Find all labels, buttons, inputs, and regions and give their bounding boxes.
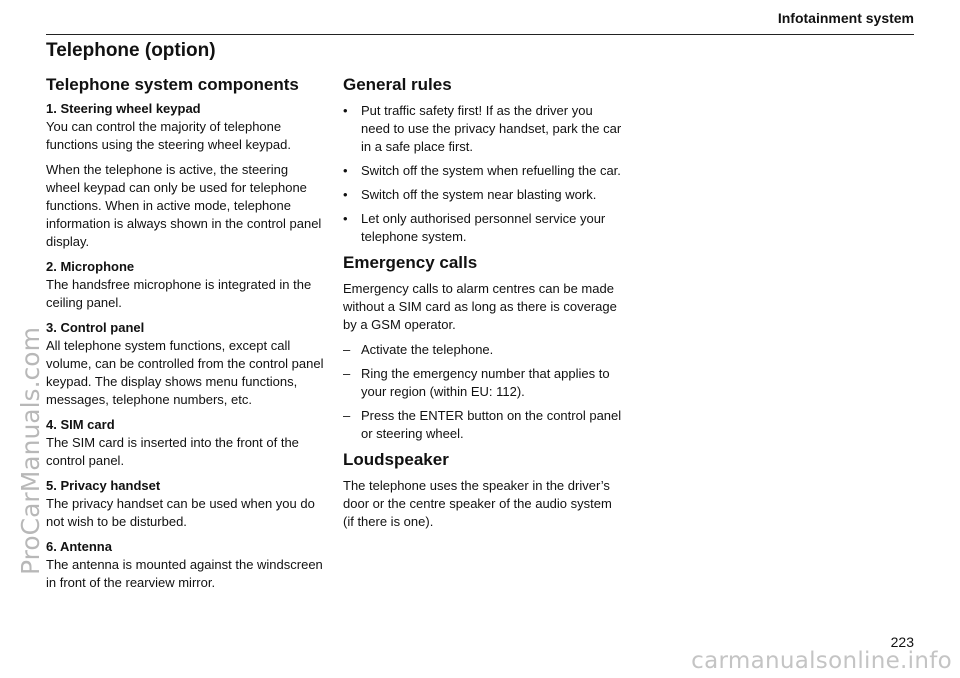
rule-text: Let only authorised personnel service your telephone system. (361, 211, 606, 244)
component-title: 4. SIM card (46, 417, 115, 432)
header-divider (46, 34, 914, 35)
component-text: All telephone system functions, except call volume, can be controlled from the control panel keypad. The display shows menu functions, messages, telephone numbers, etc. (46, 338, 324, 407)
dash-marker: – (343, 342, 351, 357)
component-text: You can control the majority of telephone functions using the steering wheel keypad. (46, 119, 291, 152)
component-item (46, 258, 324, 312)
component-title: 6. Antenna (46, 539, 112, 554)
component-text: The antenna is mounted against the windscreen in front of the rearview mirror. (46, 557, 323, 590)
bullet-marker: • (343, 163, 348, 178)
emergency-calls-heading: Emergency calls (343, 253, 478, 272)
side-watermark: ProCarManuals.com (16, 327, 45, 575)
step-text: Press the ENTER button on the control panel or steering wheel. (361, 408, 622, 441)
component-title: 3. Control panel (46, 320, 145, 335)
page-number: 223 (890, 634, 914, 650)
left-column (46, 74, 324, 599)
step-text: Ring the emergency number that applies to your region (within EU: 112). (361, 366, 610, 399)
component-item (46, 319, 324, 409)
component-title: 5. Privacy handset (46, 478, 161, 493)
loudspeaker-text: The telephone uses the speaker in the driver’s door or the centre speaker of the audio system (if there is one). (343, 478, 612, 529)
component-title: 2. Microphone (46, 259, 135, 274)
components-heading: Telephone system components (46, 75, 299, 94)
right-column (343, 74, 623, 538)
general-rules-heading: General rules (343, 75, 452, 94)
component-item (46, 538, 324, 592)
page-title: Telephone (option) (46, 40, 216, 61)
rule-text: Put traffic safety first! If as the driver you need to use the privacy handset, park the car in a safe place first. (361, 103, 622, 154)
component-text: The handsfree microphone is integrated in the ceiling panel. (46, 277, 312, 310)
list-item (343, 210, 623, 246)
list-item (343, 407, 623, 443)
section-header-title: Infotainment system (777, 10, 914, 26)
component-text: When the telephone is active, the steering wheel keypad can only be used for telephone functions. When in active mode, telephone information is always shown in the control panel display. (46, 162, 322, 249)
dash-marker: – (343, 408, 351, 423)
step-text: Activate the telephone. (361, 342, 494, 357)
component-text: The SIM card is inserted into the front of the control panel. (46, 435, 299, 468)
bullet-marker: • (343, 211, 348, 226)
emergency-steps-list (343, 341, 623, 443)
emergency-calls-text: Emergency calls to alarm centres can be made without a SIM card as long as there is coverage by a GSM operator. (343, 281, 617, 332)
bullet-marker: • (343, 187, 348, 202)
dash-marker: – (343, 366, 351, 381)
list-item (343, 162, 623, 180)
component-item (46, 416, 324, 470)
footer-watermark: carmanualsonline.info (691, 648, 952, 674)
general-rules-list (343, 102, 623, 246)
rule-text: Switch off the system when refuelling the car. (361, 163, 621, 178)
component-title: 1. Steering wheel keypad (46, 101, 201, 116)
rule-text: Switch off the system near blasting work. (361, 187, 597, 202)
component-text: The privacy handset can be used when you do not wish to be disturbed. (46, 496, 315, 529)
list-item (343, 341, 623, 359)
component-item (46, 477, 324, 531)
list-item (343, 365, 623, 401)
loudspeaker-heading: Loudspeaker (343, 450, 449, 469)
component-item (46, 100, 324, 251)
bullet-marker: • (343, 103, 348, 118)
list-item (343, 186, 623, 204)
list-item (343, 102, 623, 156)
